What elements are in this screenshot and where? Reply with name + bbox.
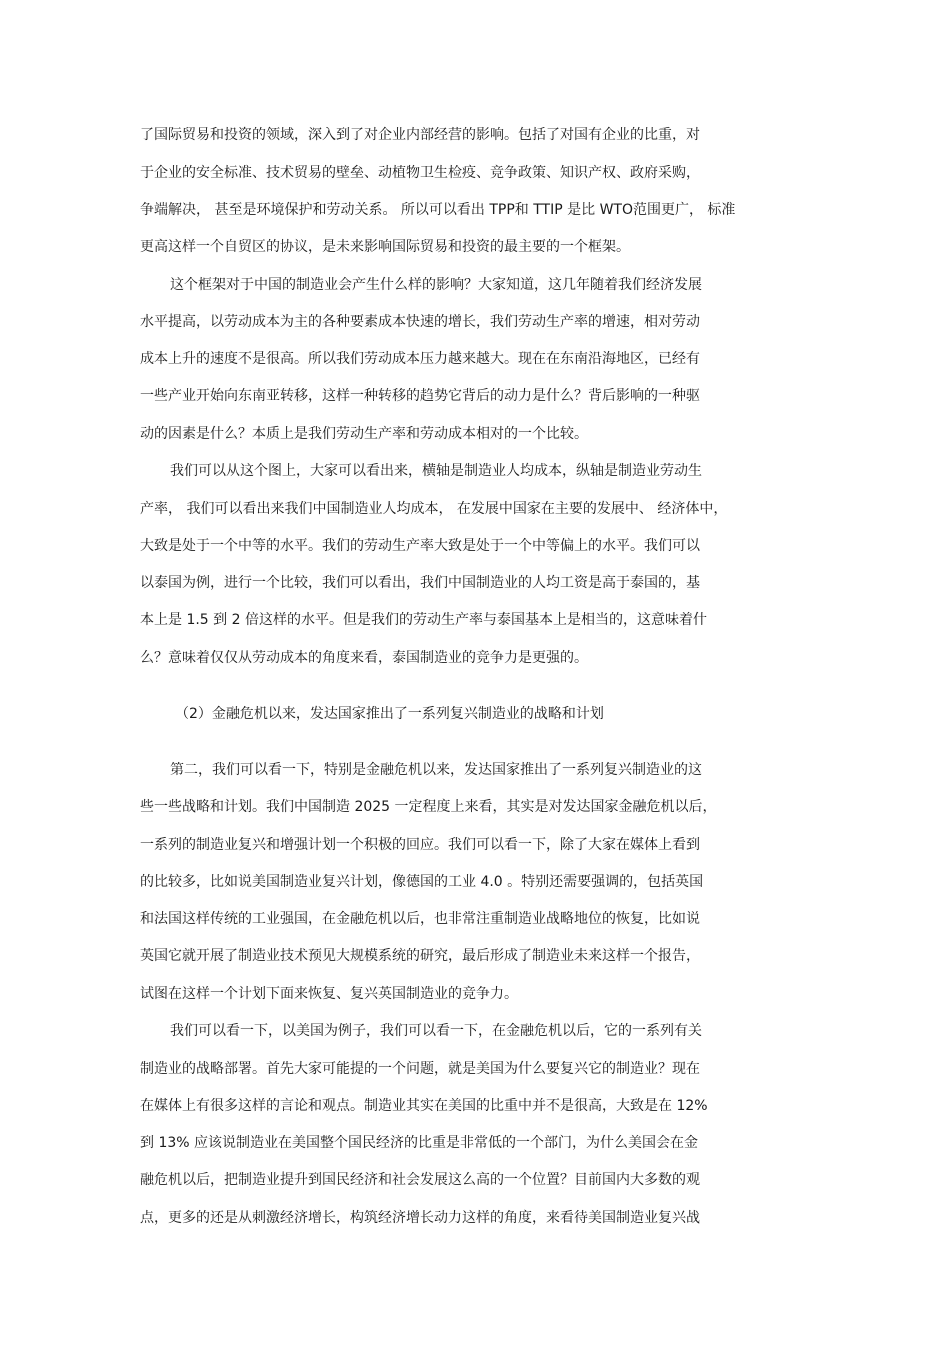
text-line: 产率， 我们可以看出来我们中国制造业人均成本， 在发展中国家在主要的发展中、 经济体中，	[140, 501, 728, 517]
text-line: 点，更多的还是从刺激经济增长，构筑经济增长动力这样的角度，来看待美国制造业复兴战	[140, 1210, 700, 1226]
text-line: 制造业的战略部署。首先大家可能提的一个问题，就是美国为什么要复兴它的制造业？现在	[140, 1061, 700, 1077]
text-line: 融危机以后，把制造业提升到国民经济和社会发展这么高的一个位置？目前国内大多数的观	[140, 1172, 700, 1188]
text-line: 英国它就开展了制造业技术预见大规模系统的研究，最后形成了制造业未来这样一个报告，	[140, 948, 700, 964]
text-line: 动的因素是什么？本质上是我们劳动生产率和劳动成本相对的一个比较。	[140, 426, 588, 442]
text-line: 了国际贸易和投资的领域，深入到了对企业内部经营的影响。包括了对国有企业的比重，对	[140, 127, 700, 143]
text-line: 些一些战略和计划。我们中国制造 2025 一定程度上来看，其实是对发达国家金融危机以后，	[140, 799, 717, 815]
text-line: 大致是处于一个中等的水平。我们的劳动生产率大致是处于一个中等偏上的水平。我们可以	[140, 538, 700, 554]
paragraph-start: 这个框架对于中国的制造业会产生什么样的影响？大家知道，这几年随着我们经济发展	[170, 277, 702, 293]
paragraph-start: 我们可以看一下，以美国为例子，我们可以看一下，在金融危机以后，它的一系列有关	[170, 1023, 702, 1039]
text-line: 水平提高，以劳动成本为主的各种要素成本快速的增长，我们劳动生产率的增速，相对劳动	[140, 314, 700, 330]
text-line: 么？意味着仅仅从劳动成本的角度来看，泰国制造业的竞争力是更强的。	[140, 650, 588, 666]
section-heading: （2）金融危机以来，发达国家推出了一系列复兴制造业的战略和计划	[175, 706, 604, 722]
text-line: 到 13% 应该说制造业在美国整个国民经济的比重是非常低的一个部门，为什么美国会在金	[140, 1135, 699, 1151]
text-line: 一系列的制造业复兴和增强计划一个积极的回应。我们可以看一下，除了大家在媒体上看到	[140, 837, 700, 853]
text-line: 成本上升的速度不是很高。所以我们劳动成本压力越来越大。现在在东南沿海地区，已经有	[140, 351, 700, 367]
text-line: 以泰国为例，进行一个比较，我们可以看出，我们中国制造业的人均工资是高于泰国的，基	[140, 575, 700, 591]
text-line: 争端解决， 甚至是环境保护和劳动关系。 所以可以看出 TPP和 TTIP 是比 WTO范围更广， 标准	[140, 202, 736, 218]
text-line: 于企业的安全标准、技术贸易的壁垒、动植物卫生检疫、竞争政策、知识产权、政府采购，	[140, 165, 700, 181]
text-line: 的比较多，比如说美国制造业复兴计划，像德国的工业 4.0 。特别还需要强调的，包括英国	[140, 874, 704, 890]
text-line: 本上是 1.5 到 2 倍这样的水平。但是我们的劳动生产率与泰国基本上是相当的，这意味着什	[140, 612, 707, 628]
text-line: 在媒体上有很多这样的言论和观点。制造业其实在美国的比重中并不是很高，大致是在 12%	[140, 1098, 708, 1114]
paragraph-start: 我们可以从这个图上，大家可以看出来，横轴是制造业人均成本，纵轴是制造业劳动生	[170, 463, 702, 479]
text-line: 试图在这样一个计划下面来恢复、复兴英国制造业的竞争力。	[140, 986, 518, 1002]
text-line: 一些产业开始向东南亚转移，这样一种转移的趋势它背后的动力是什么？背后影响的一种驱	[140, 388, 700, 404]
paragraph-start: 第二，我们可以看一下，特别是金融危机以来，发达国家推出了一系列复兴制造业的这	[170, 762, 702, 778]
text-line: 和法国这样传统的工业强国，在金融危机以后，也非常注重制造业战略地位的恢复，比如说	[140, 911, 700, 927]
text-line: 更高这样一个自贸区的协议，是未来影响国际贸易和投资的最主要的一个框架。	[140, 239, 630, 255]
